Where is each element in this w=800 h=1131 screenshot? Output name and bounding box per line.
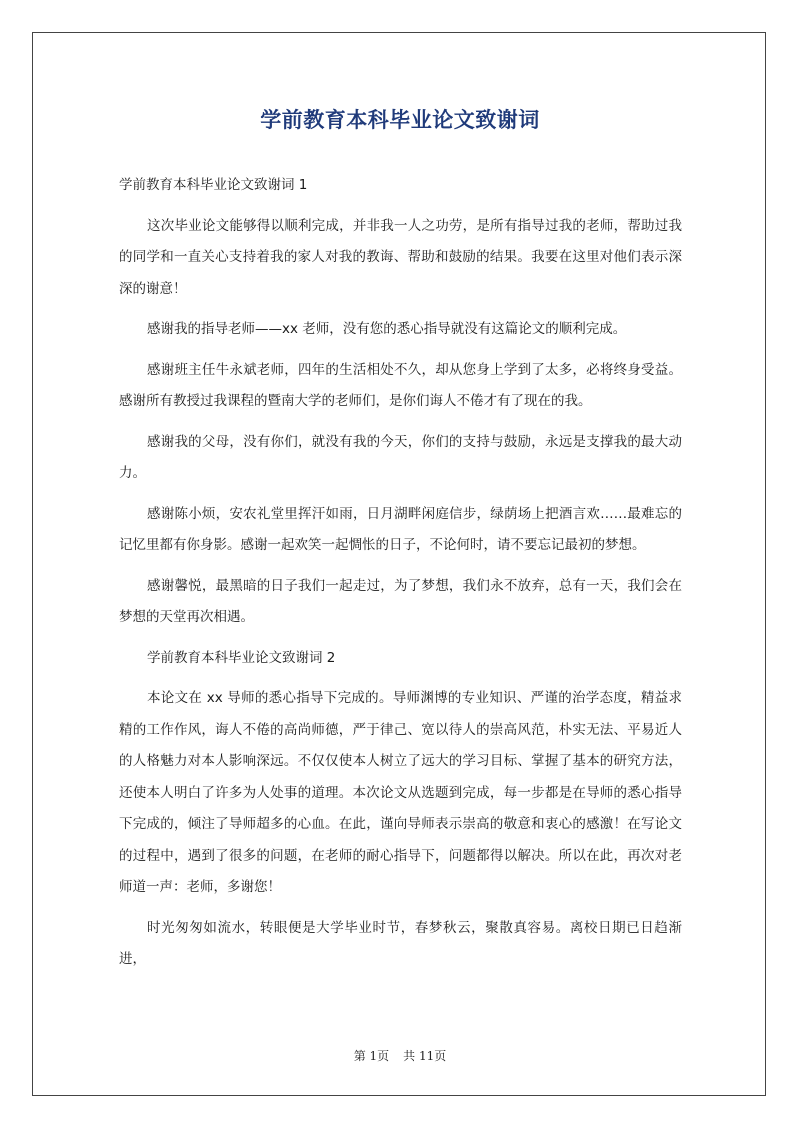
document-body [119, 170, 682, 985]
page-number: 第 1页 [353, 1049, 390, 1063]
section-heading-1: 学前教育本科毕业论文致谢词 1 [119, 177, 308, 193]
paragraph: 感谢陈小烦，安农礼堂里挥汗如雨，日月湖畔闲庭信步，绿荫场上把酒言欢……最难忘的记忆里都有你身影。感谢一起欢笑一起惆怅的日子，不论何时，请不要忘记最初的梦想。 [119, 505, 682, 553]
paragraph: 感谢班主任牛永斌老师，四年的生活相处不久，却从您身上学到了太多，必将终身受益。感谢所有教授过我课程的暨南大学的老师们，是你们诲人不倦才有了现在的我。 [119, 361, 682, 409]
page-footer [0, 1047, 800, 1064]
paragraph: 感谢我的指导老师——xx 老师，没有您的悉心指导就没有这篇论文的顺利完成。 [147, 321, 627, 337]
paragraph: 时光匆匆如流水，转眼便是大学毕业时节，春梦秋云，聚散真容易。离校日期已日趋渐进， [119, 919, 682, 967]
section-heading-2: 学前教育本科毕业论文致谢词 2 [147, 649, 336, 666]
paragraph: 感谢我的父母，没有你们，就没有我的今天，你们的支持与鼓励，永远是支撑我的最大动力。 [119, 433, 682, 481]
document-title: 学前教育本科毕业论文致谢词 [260, 108, 540, 132]
paragraph: 这次毕业论文能够得以顺利完成，并非我一人之功劳，是所有指导过我的老师，帮助过我的同学和一直关心支持着我的家人对我的教诲、帮助和鼓励的结果。我要在这里对他们表示深深的谢意！ [119, 217, 682, 297]
paragraph: 感谢馨悦，最黑暗的日子我们一起走过，为了梦想，我们永不放弃，总有一天，我们会在梦想的天堂再次相遇。 [119, 577, 682, 625]
paragraph: 本论文在 xx 导师的悉心指导下完成的。导师渊博的专业知识、严谨的治学态度，精益求精的工作作风，诲人不倦的高尚师德，严于律己、宽以待人的崇高风范，朴实无法、平易近人的人格魅力对本人影响深远。不仅仅使本人树立了远大的学习目标、掌握了基本的研究方法，还使本人明白了许多为人处事的道理。本次论文从选题到完成，每一步都是在导师的悉心指导下完成的，倾注了导师超多的心血。在此，谨向导师表示崇高的敬意和衷心的感激！在写论文的过程中，遇到了很多的问题，在老师的耐心指导下，问题都得以解决。所以在此，再次对老师道一声：老师，多谢您！ [119, 690, 682, 895]
page-total: 共 11页 [403, 1049, 447, 1063]
